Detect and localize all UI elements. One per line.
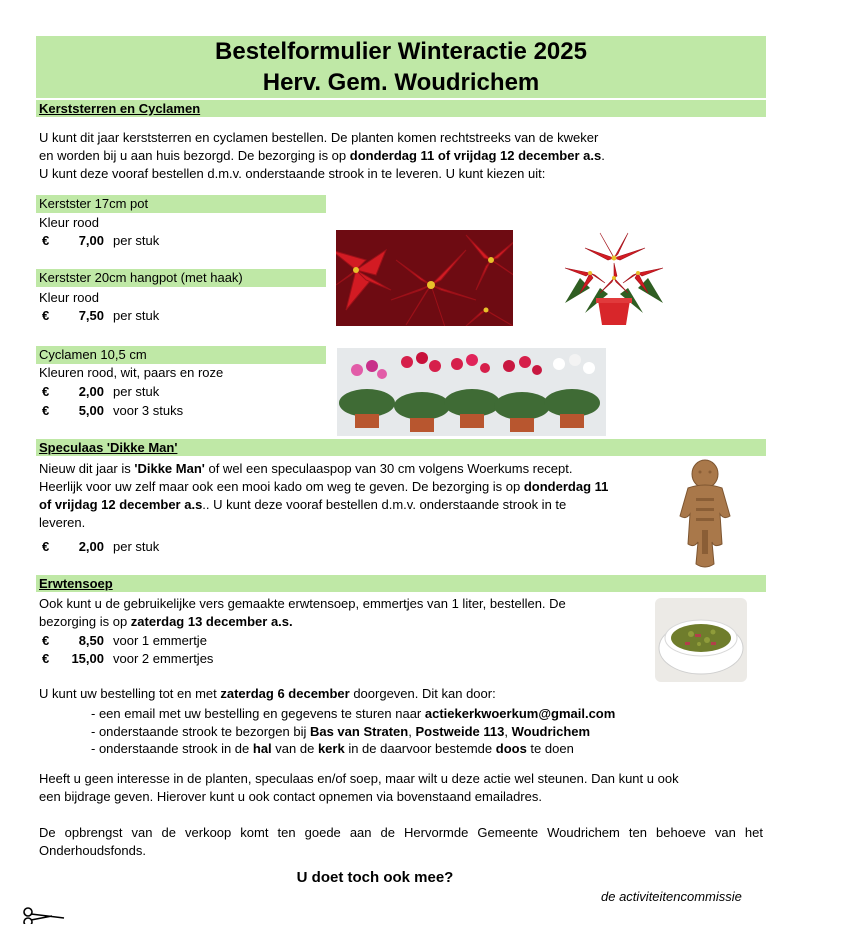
item-header-kerstster-hangpot: [36, 269, 326, 287]
euro-sign: €: [42, 651, 50, 666]
price-amount: 8,50: [78, 633, 104, 648]
proceeds-text: [39, 824, 763, 860]
plants-intro-line: en worden bij u aan huis bezorgd. De bezorging is op donderdag 11 of vrijdag 12 december a.s.: [39, 148, 605, 163]
title-banner: [36, 36, 766, 98]
price-unit: per stuk: [113, 539, 160, 554]
price-unit: per stuk: [113, 308, 160, 323]
price-unit: voor 3 stuks: [113, 403, 184, 418]
page-title: Bestelformulier Winteractie 2025: [215, 38, 587, 65]
price-row: [42, 383, 159, 401]
bold-text: of vrijdag 12 december a.s: [39, 497, 203, 512]
euro-sign: €: [42, 384, 50, 399]
price-row: [42, 307, 159, 325]
ordering-intro: U kunt uw bestelling tot en met zaterdag 6 december doorgeven. Dit kan door:: [39, 686, 496, 701]
price-amount: 2,00: [78, 539, 104, 554]
support-text-line: een bijdrage geven. Hierover kunt u ook contact opnemen via bovenstaand emailadres.: [39, 789, 542, 804]
proceeds-text-line: De opbrengst van de verkoop komt ten goede aan de Hervormde Gemeente Woudrichem ten behoeve van het: [39, 825, 763, 840]
bold-text: Bas van Straten: [309, 724, 409, 739]
euro-sign: €: [42, 403, 50, 418]
euro-sign: €: [42, 233, 50, 248]
page-subtitle: Herv. Gem. Woudrichem: [262, 69, 540, 96]
bold-text: Postweide 113: [415, 724, 505, 739]
price-unit: voor 2 emmertjes: [113, 651, 214, 666]
poinsettia-pot-photo: [560, 228, 668, 328]
pea-soup-photo: [655, 598, 747, 682]
item-desc: Kleur rood: [39, 290, 99, 305]
bold-text: actiekerkwoerkum@gmail.com: [424, 706, 616, 721]
ordering-option-church: - onderstaande strook in de hal van de kerk in de daarvoor bestemde doos te doen: [91, 741, 574, 756]
plants-intro-line: U kunt dit jaar kerststerren en cyclamen bestellen. De planten komen rechtstreeks van de kweker: [39, 130, 599, 145]
closing-line: U doet toch ook mee?: [296, 869, 454, 886]
price-amount: 5,00: [78, 403, 104, 418]
price-row: [42, 402, 183, 420]
bold-text: Woudrichem: [511, 724, 591, 739]
price-amount: 15,00: [71, 651, 104, 666]
plants-intro-line: U kunt deze vooraf bestellen d.m.v. onderstaande strook in te leveren. U kunt kiezen uit:: [39, 166, 546, 181]
section-title-speculaas: Speculaas 'Dikke Man': [39, 440, 178, 455]
section-title-soup: Erwtensoep: [39, 576, 113, 591]
item-name: Kerstster 20cm hangpot (met haak): [39, 270, 243, 285]
section-header-speculaas: [36, 439, 766, 456]
speculaas-text-line: leveren.: [39, 515, 86, 530]
euro-sign: €: [42, 539, 50, 554]
support-text-line: Heeft u geen interesse in de planten, speculaas en/of soep, maar wilt u deze actie wel steunen. Dan kunt u ook: [39, 771, 679, 786]
item-desc: Kleuren rood, wit, paars en roze: [39, 365, 224, 380]
cyclamen-photo: [337, 348, 606, 436]
price-unit: voor 1 emmertje: [113, 633, 207, 648]
speculaas-figure-photo: [674, 458, 736, 570]
plants-intro: [39, 129, 739, 183]
speculaas-text-line: Heerlijk voor uw zelf maar ook een mooi kado om weg te geven. De bezorging is op donderdag 11: [39, 479, 609, 494]
bold-text: kerk: [317, 741, 345, 756]
item-header-kerstster-pot: [36, 195, 326, 213]
bold-text: zaterdag 13 december a.s.: [130, 614, 293, 629]
ordering-option-email: - een email met uw bestelling en gegevens te sturen naar actiekerkwoerkum@gmail.com: [91, 706, 616, 721]
price-row: [42, 650, 213, 668]
ordering-option-delivery: - onderstaande strook te bezorgen bij Bas van Straten, Postweide 113, Woudrichem: [91, 724, 591, 739]
price-unit: per stuk: [113, 233, 160, 248]
price-unit: per stuk: [113, 384, 160, 399]
price-amount: 7,00: [78, 233, 104, 248]
poinsettia-closeup-photo: [336, 230, 513, 326]
section-header-plants: [36, 100, 766, 117]
price-row: [42, 538, 159, 556]
section-header-soup: [36, 575, 766, 592]
price-row: [42, 232, 159, 250]
speculaas-text-line: Nieuw dit jaar is 'Dikke Man' of wel een speculaaspop van 30 cm volgens Woerkums recept.: [39, 461, 573, 476]
soup-text-line: Ook kunt u de gebruikelijke vers gemaakte erwtensoep, emmertjes van 1 liter, bestellen. De: [39, 596, 566, 611]
speculaas-text: [39, 460, 659, 532]
speculaas-text-line: of vrijdag 12 december a.s.. U kunt deze vooraf bestellen d.m.v. onderstaande strook in te: [39, 497, 567, 512]
support-text: [39, 770, 759, 806]
soup-text-line: bezorging is op zaterdag 13 december a.s.: [39, 614, 293, 629]
item-name: Kerstster 17cm pot: [39, 196, 149, 211]
item-desc: Kleur rood: [39, 215, 99, 230]
bold-text: donderdag 11 of vrijdag 12 december a.s: [349, 148, 602, 163]
bold-text: hal: [252, 741, 272, 756]
euro-sign: €: [42, 308, 50, 323]
bold-text: donderdag 11: [523, 479, 609, 494]
bold-text: 'Dikke Man': [134, 461, 205, 476]
euro-sign: €: [42, 633, 50, 648]
signature: de activiteitencommissie: [601, 889, 742, 904]
bold-text: doos: [495, 741, 527, 756]
soup-text: [39, 595, 659, 631]
item-header-cyclamen: [36, 346, 326, 364]
section-title-plants: Kerststerren en Cyclamen: [39, 101, 201, 116]
bold-text: zaterdag 6 december: [220, 686, 350, 701]
scissors-icon: [22, 906, 66, 924]
price-row: [42, 632, 207, 650]
price-amount: 2,00: [78, 384, 104, 399]
proceeds-text-line: Onderhoudsfonds.: [39, 843, 146, 858]
item-name: Cyclamen 10,5 cm: [39, 347, 147, 362]
price-amount: 7,50: [78, 308, 104, 323]
